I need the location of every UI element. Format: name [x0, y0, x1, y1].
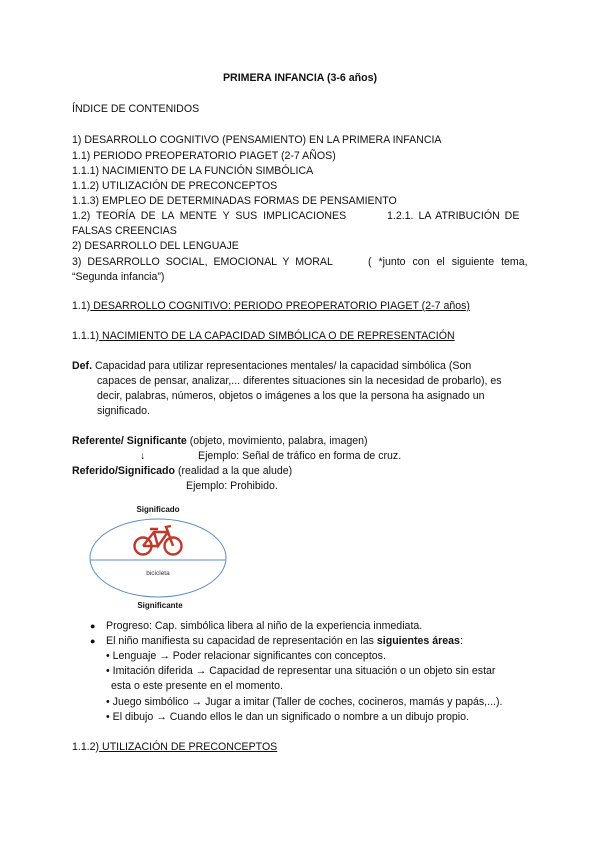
section-number: 1.1.1) — [72, 330, 100, 342]
definition-line: Def. Capacidad para utilizar representaciones mentales/ la capacidad simbólica (Son — [72, 360, 472, 372]
index-item: 1.2.1. LA ATRIBUCIÓN DE — [387, 210, 520, 222]
definition-line: decir, palabras, números, objetos o imágenes a los que la persona ha asignado un — [97, 390, 485, 402]
definition-line: capaces de pensar, analizar,... diferentes situaciones sin la necesidad de probarlo), es — [97, 375, 502, 387]
referido-example: Ejemplo: Prohibido. — [186, 480, 278, 492]
bicycle-word: bicicleta — [146, 570, 170, 577]
section-title: DESARROLLO COGNITIVO: PERIODO PREOPERATORIO PIAGET (2-7 años) — [90, 300, 470, 312]
index-item: 1.1.2) UTILIZACIÓN DE PRECONCEPTOS — [72, 180, 278, 192]
down-arrow-icon: ↓ — [140, 450, 146, 462]
section-title: UTILIZACIÓN DE PRECONCEPTOS — [99, 741, 278, 753]
index-item: 3) DESARROLLO SOCIAL, EMOCIONAL Y MORAL — [72, 256, 333, 268]
referente-label: Referente/ Significante — [72, 435, 187, 447]
referido-label: Referido/Significado — [72, 465, 176, 477]
index-item: 1.1.3) EMPLEO DE DETERMINADAS FORMAS DE PENSAMIENTO — [72, 195, 397, 207]
bullet-dot-icon: ● — [90, 621, 96, 631]
sub-bullet-item: • Juego simbólico → Jugar a imitar (Taller de coches, cocineros, mamás y papás,...). — [106, 696, 503, 708]
index-item: FALSAS CREENCIAS — [72, 225, 177, 237]
index-item: ( *junto con el siguiente tema, — [368, 256, 528, 268]
section-number: 1.1.2) — [72, 741, 100, 753]
section-title: NACIMIENTO DE LA CAPACIDAD SIMBÓLICA O DE REPRESENTACIÓN — [99, 330, 455, 342]
referente-example: Ejemplo: Señal de tráfico en forma de cruz. — [198, 450, 402, 462]
bullet-dot-icon: ● — [90, 636, 96, 646]
index-item: 2) DESARROLLO DEL LENGUAJE — [72, 240, 239, 252]
bullet-item: El niño manifiesta su capacidad de representación en las siguientes áreas: — [106, 635, 463, 647]
index-item: 1.1.1) NACIMIENTO DE LA FUNCIÓN SIMBÓLICA — [72, 165, 314, 177]
referido-line: Referido/Significado (realidad a la que alude) — [72, 465, 293, 477]
sub-bullet-item: • El dibujo → Cuando ellos le dan un significado o nombre a un dibujo propio. — [106, 711, 469, 723]
definition-label: Def. — [72, 360, 93, 372]
section-heading-1-1 — [72, 300, 470, 313]
sign-diagram-graphic — [88, 502, 228, 612]
section-heading-1-1-2 — [72, 741, 277, 754]
page-title: PRIMERA INFANCIA (3-6 años) — [222, 72, 377, 84]
sub-bullet-item: esta o este presente en el momento. — [111, 680, 283, 692]
significante-label: Significante — [137, 601, 183, 610]
sub-bullet-item: • Imitación diferida → Capacidad de representar una situación o un objeto sin estar — [106, 665, 496, 677]
index-item: 1) DESARROLLO COGNITIVO (PENSAMIENTO) EN LA PRIMERA INFANCIA — [72, 134, 442, 146]
sub-bullet-item: • Lenguaje → Poder relacionar significantes con conceptos. — [106, 650, 386, 662]
definition-line: significado. — [97, 405, 150, 417]
index-heading: ÍNDICE DE CONTENIDOS — [72, 103, 200, 115]
bullet-item: Progreso: Cap. simbólica libera al niño de la experiencia inmediata. — [106, 620, 423, 632]
index-item: 1.2) TEORÍA DE LA MENTE Y SUS IMPLICACIONES — [72, 210, 347, 222]
section-number: 1.1) — [72, 300, 91, 312]
referente-line: Referente/ Significante (objeto, movimiento, palabra, imagen) — [72, 435, 368, 447]
sign-diagram — [88, 502, 228, 612]
sign-ellipse — [90, 519, 226, 597]
index-item: “Segunda infancia”) — [72, 271, 165, 283]
index-item: 1.1) PERIODO PREOPERATORIO PIAGET (2-7 AÑOS) — [72, 150, 336, 162]
bicycle-icon — [135, 526, 182, 555]
section-heading-1-1-1 — [72, 330, 455, 343]
significado-label: Significado — [136, 505, 180, 514]
